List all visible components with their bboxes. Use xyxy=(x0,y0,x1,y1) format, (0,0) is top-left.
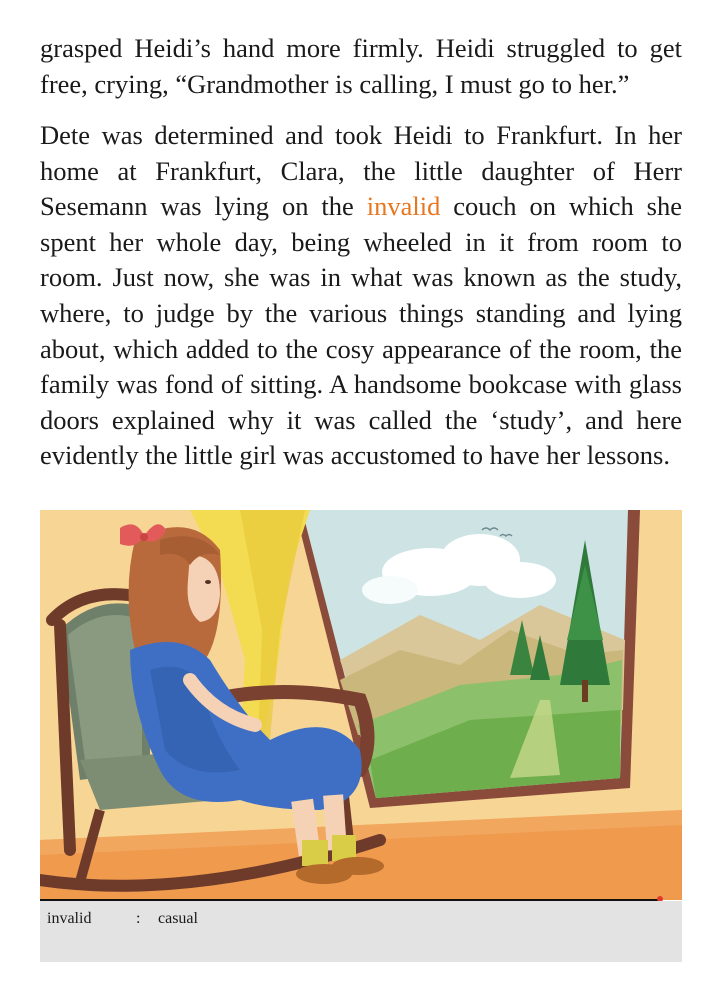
paragraph-1 xyxy=(40,31,682,102)
paragraph-2-after: couch on which she spent her whole day, being wheeled in it from room to room. Just now, she was in what was known as the study, where, to judge by the various things standing and lying about, which added to the cosy appearance of the room, the family was fond of sitting. A handsome bookcase with glass doors explained why it was called the ‘study’, and here evidently the little girl was accustomed to have her lessons. xyxy=(40,191,682,471)
glossary-word: invalid xyxy=(47,910,92,927)
paragraph-1-text: grasped Heidi’s hand more firmly. Heidi struggled to get free, crying, “Grandmother is calling, I must go to her.” xyxy=(40,33,682,99)
glossary-definition: casual xyxy=(158,910,198,927)
glossary-separator: : xyxy=(136,910,141,927)
paragraph-2 xyxy=(40,118,682,474)
story-illustration xyxy=(40,510,682,900)
vocabulary-word-invalid: invalid xyxy=(366,191,441,222)
paragraph-2-text xyxy=(40,118,682,474)
girl-rocking-chair-illustration xyxy=(40,510,682,900)
paragraph-2-before: Dete was determined and took Heidi to Frankfurt. In her home at Frankfurt, Clara, the little daughter of Herr Sesemann was lying on the xyxy=(40,120,682,222)
